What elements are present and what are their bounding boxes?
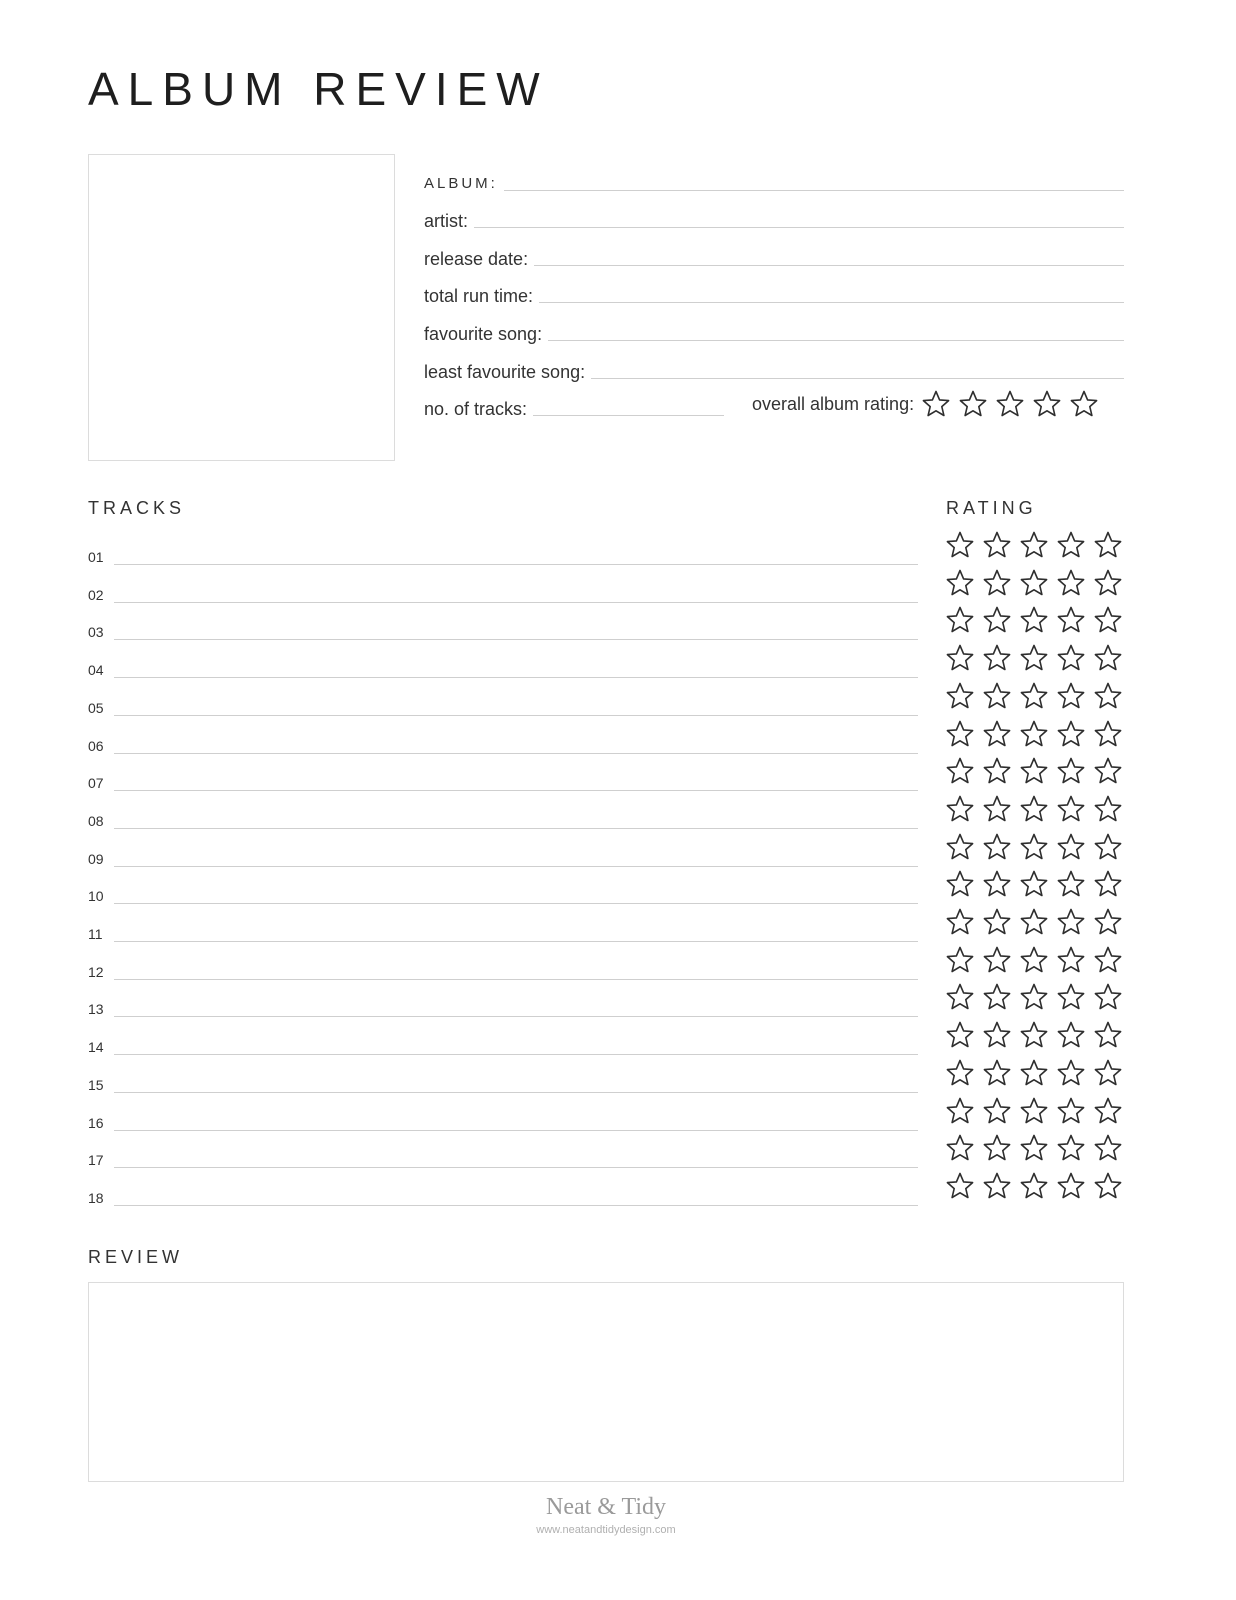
track-input-line[interactable] <box>114 1053 918 1055</box>
artist-field[interactable] <box>424 205 1124 231</box>
overall-rating-label: overall album rating: <box>752 393 915 414</box>
track-input-line[interactable] <box>114 827 918 829</box>
track-rating-stars <box>944 567 1124 599</box>
track-row[interactable] <box>88 692 918 716</box>
track-rating-stars <box>944 868 1124 900</box>
track-number: 13 <box>88 1001 104 1018</box>
star-icon[interactable] <box>944 944 976 976</box>
track-input-line[interactable] <box>114 1204 918 1206</box>
star-icon[interactable] <box>981 1132 1013 1164</box>
star-icon[interactable] <box>1055 604 1087 636</box>
star-icon[interactable] <box>981 1170 1013 1202</box>
track-number: 02 <box>88 586 104 603</box>
track-input-line[interactable] <box>114 714 918 716</box>
star-icon[interactable] <box>1055 718 1087 750</box>
star-icon[interactable] <box>1018 718 1050 750</box>
star-icon[interactable] <box>1092 529 1124 561</box>
star-icon[interactable] <box>1055 755 1087 787</box>
star-icon[interactable] <box>981 981 1013 1013</box>
release-date-field[interactable] <box>424 243 1124 269</box>
track-rating-stars <box>944 831 1124 863</box>
star-icon[interactable] <box>944 642 976 674</box>
release-date-input-line[interactable] <box>534 264 1124 266</box>
track-row[interactable] <box>88 1069 918 1093</box>
star-icon[interactable] <box>1092 642 1124 674</box>
track-input-line[interactable] <box>114 638 918 640</box>
star-icon[interactable] <box>981 718 1013 750</box>
star-icon[interactable] <box>981 831 1013 863</box>
star-icon[interactable] <box>1092 1095 1124 1127</box>
favourite-song-label: favourite song: <box>424 324 543 344</box>
album-field[interactable] <box>424 168 1124 194</box>
track-number: 11 <box>88 926 103 942</box>
track-row[interactable] <box>88 993 918 1017</box>
track-rating-stars <box>944 755 1124 787</box>
star-icon[interactable] <box>944 906 976 938</box>
track-row[interactable] <box>88 1031 918 1055</box>
track-number: 15 <box>88 1076 104 1093</box>
star-icon[interactable] <box>994 388 1026 420</box>
star-icon[interactable] <box>944 529 976 561</box>
track-number: 12 <box>88 963 104 980</box>
star-icon[interactable] <box>1092 906 1124 938</box>
star-icon[interactable] <box>944 567 976 599</box>
star-icon[interactable] <box>1018 1057 1050 1089</box>
track-rating-stars <box>944 1019 1124 1051</box>
track-input-line[interactable] <box>114 865 918 867</box>
track-rating-stars <box>944 529 1124 561</box>
track-row[interactable] <box>88 616 918 640</box>
track-rating-stars <box>944 944 1124 976</box>
star-icon[interactable] <box>981 1057 1013 1089</box>
star-icon[interactable] <box>944 793 976 825</box>
track-input-line[interactable] <box>114 940 918 942</box>
track-input-line[interactable] <box>114 789 918 791</box>
star-icon[interactable] <box>981 1019 1013 1051</box>
track-row[interactable] <box>88 1107 918 1131</box>
least-favourite-song-label: least favourite song: <box>424 362 586 382</box>
star-icon[interactable] <box>1092 680 1124 712</box>
star-icon[interactable] <box>1018 567 1050 599</box>
track-row[interactable] <box>88 654 918 678</box>
track-number: 10 <box>88 888 104 905</box>
rating-heading: RATING <box>946 498 1037 518</box>
star-icon[interactable] <box>981 1095 1013 1127</box>
star-icon[interactable] <box>981 642 1013 674</box>
track-rating-stars <box>944 604 1124 636</box>
track-number: 08 <box>88 812 104 829</box>
star-icon[interactable] <box>1018 1019 1050 1051</box>
star-icon[interactable] <box>981 755 1013 787</box>
brand-url: www.neatandtidydesign.com <box>536 1524 676 1536</box>
track-rating-stars <box>944 793 1124 825</box>
total-run-time-input-line[interactable] <box>539 301 1124 303</box>
star-icon[interactable] <box>1092 981 1124 1013</box>
album-cover-box[interactable] <box>88 154 395 461</box>
overall-rating-stars <box>920 388 1100 420</box>
track-number: 07 <box>88 775 104 792</box>
star-icon[interactable] <box>1031 388 1063 420</box>
star-icon[interactable] <box>1055 567 1087 599</box>
track-rating-stars <box>944 981 1124 1013</box>
star-icon[interactable] <box>981 793 1013 825</box>
review-textarea[interactable] <box>88 1282 1124 1482</box>
track-rating-stars <box>944 718 1124 750</box>
star-icon[interactable] <box>920 388 952 420</box>
star-icon[interactable] <box>944 981 976 1013</box>
star-icon[interactable] <box>1018 1132 1050 1164</box>
track-rating-stars <box>944 1057 1124 1089</box>
star-icon[interactable] <box>1018 529 1050 561</box>
star-icon[interactable] <box>1055 944 1087 976</box>
track-rating-stars <box>944 1132 1124 1164</box>
star-icon[interactable] <box>1092 1170 1124 1202</box>
no-of-tracks-field[interactable] <box>424 393 724 419</box>
track-number: 04 <box>88 662 104 679</box>
star-icon[interactable] <box>981 604 1013 636</box>
star-icon[interactable] <box>1018 755 1050 787</box>
track-input-line[interactable] <box>114 563 918 565</box>
star-icon[interactable] <box>1092 1019 1124 1051</box>
track-number: 01 <box>88 549 104 565</box>
track-input-line[interactable] <box>114 676 918 678</box>
track-number: 03 <box>88 624 104 641</box>
star-icon[interactable] <box>944 604 976 636</box>
star-icon[interactable] <box>1018 642 1050 674</box>
favourite-song-input-line[interactable] <box>548 339 1124 341</box>
star-icon[interactable] <box>1055 831 1087 863</box>
track-row[interactable] <box>88 1182 918 1206</box>
track-row[interactable] <box>88 918 918 942</box>
star-icon[interactable] <box>981 868 1013 900</box>
star-icon[interactable] <box>1018 906 1050 938</box>
track-row[interactable] <box>88 730 918 754</box>
star-icon[interactable] <box>1018 981 1050 1013</box>
no-of-tracks-label: no. of tracks: <box>424 399 528 419</box>
star-icon[interactable] <box>944 755 976 787</box>
star-icon[interactable] <box>1055 1057 1087 1089</box>
least-favourite-song-field[interactable] <box>424 356 1124 382</box>
star-icon[interactable] <box>1068 388 1100 420</box>
star-icon[interactable] <box>1092 604 1124 636</box>
track-row[interactable] <box>88 843 918 867</box>
star-icon[interactable] <box>981 680 1013 712</box>
favourite-song-field[interactable] <box>424 318 1124 344</box>
tracks-heading: TRACKS <box>88 498 186 518</box>
star-icon[interactable] <box>944 831 976 863</box>
star-icon[interactable] <box>1018 680 1050 712</box>
star-icon[interactable] <box>1092 755 1124 787</box>
overall-rating <box>752 388 1100 420</box>
star-icon[interactable] <box>944 680 976 712</box>
track-rating-stars <box>944 1170 1124 1202</box>
star-icon[interactable] <box>1092 831 1124 863</box>
track-input-line[interactable] <box>114 978 918 980</box>
track-rating-stars <box>944 680 1124 712</box>
star-icon[interactable] <box>944 1170 976 1202</box>
album-input-line[interactable] <box>504 189 1124 191</box>
brand-logo: Neat & Tidy <box>545 1494 667 1520</box>
track-input-line[interactable] <box>114 1091 918 1093</box>
star-icon[interactable] <box>944 718 976 750</box>
track-row[interactable] <box>88 579 918 603</box>
track-row[interactable] <box>88 541 918 565</box>
star-icon[interactable] <box>1055 680 1087 712</box>
star-icon[interactable] <box>1055 793 1087 825</box>
star-icon[interactable] <box>1055 529 1087 561</box>
star-icon[interactable] <box>1055 642 1087 674</box>
star-icon[interactable] <box>944 1132 976 1164</box>
star-icon[interactable] <box>1092 1132 1124 1164</box>
star-icon[interactable] <box>1092 567 1124 599</box>
star-icon[interactable] <box>1018 793 1050 825</box>
star-icon[interactable] <box>1018 868 1050 900</box>
star-icon[interactable] <box>1092 868 1124 900</box>
star-icon[interactable] <box>1055 868 1087 900</box>
track-number: 17 <box>88 1152 104 1169</box>
track-input-line[interactable] <box>114 902 918 904</box>
no-of-tracks-input-line[interactable] <box>533 414 724 416</box>
track-rating-stars <box>944 642 1124 674</box>
star-icon[interactable] <box>1092 793 1124 825</box>
track-number: 05 <box>88 699 104 716</box>
track-row[interactable] <box>88 805 918 829</box>
star-icon[interactable] <box>1055 1019 1087 1051</box>
star-icon[interactable] <box>944 1095 976 1127</box>
star-icon[interactable] <box>1092 718 1124 750</box>
track-number: 06 <box>88 737 104 754</box>
track-input-line[interactable] <box>114 752 918 754</box>
track-row[interactable] <box>88 880 918 904</box>
star-icon[interactable] <box>944 1057 976 1089</box>
review-heading: REVIEW <box>88 1247 184 1267</box>
star-icon[interactable] <box>1055 981 1087 1013</box>
total-run-time-label: total run time: <box>424 286 534 306</box>
star-icon[interactable] <box>1018 944 1050 976</box>
release-date-label: release date: <box>424 249 529 269</box>
total-run-time-field[interactable] <box>424 280 1124 306</box>
track-input-line[interactable] <box>114 1166 918 1168</box>
track-row[interactable] <box>88 1144 918 1168</box>
track-input-line[interactable] <box>114 1129 918 1131</box>
star-icon[interactable] <box>1055 1170 1087 1202</box>
track-input-line[interactable] <box>114 1015 918 1017</box>
least-favourite-song-input-line[interactable] <box>591 377 1124 379</box>
track-number: 14 <box>88 1039 104 1056</box>
star-icon[interactable] <box>1092 1057 1124 1089</box>
star-icon[interactable] <box>944 1019 976 1051</box>
star-icon[interactable] <box>1018 604 1050 636</box>
star-icon[interactable] <box>1092 944 1124 976</box>
track-row[interactable] <box>88 956 918 980</box>
track-rating-stars <box>944 906 1124 938</box>
star-icon[interactable] <box>1055 1132 1087 1164</box>
track-input-line[interactable] <box>114 601 918 603</box>
artist-input-line[interactable] <box>474 226 1124 228</box>
star-icon[interactable] <box>981 944 1013 976</box>
star-icon[interactable] <box>1018 1170 1050 1202</box>
track-row[interactable] <box>88 767 918 791</box>
star-icon[interactable] <box>1055 1095 1087 1127</box>
track-rating-stars <box>944 1095 1124 1127</box>
track-number: 16 <box>88 1114 104 1131</box>
star-icon[interactable] <box>1018 831 1050 863</box>
star-icon[interactable] <box>1018 1095 1050 1127</box>
star-icon[interactable] <box>944 868 976 900</box>
page-title: ALBUM REVIEW <box>88 63 549 115</box>
album-label: ALBUM: <box>424 175 498 192</box>
star-icon[interactable] <box>957 388 989 420</box>
track-number: 18 <box>88 1189 104 1206</box>
star-icon[interactable] <box>981 906 1013 938</box>
star-icon[interactable] <box>1055 906 1087 938</box>
track-number: 09 <box>88 850 104 867</box>
star-icon[interactable] <box>981 529 1013 561</box>
star-icon[interactable] <box>981 567 1013 599</box>
artist-label: artist: <box>424 211 469 231</box>
